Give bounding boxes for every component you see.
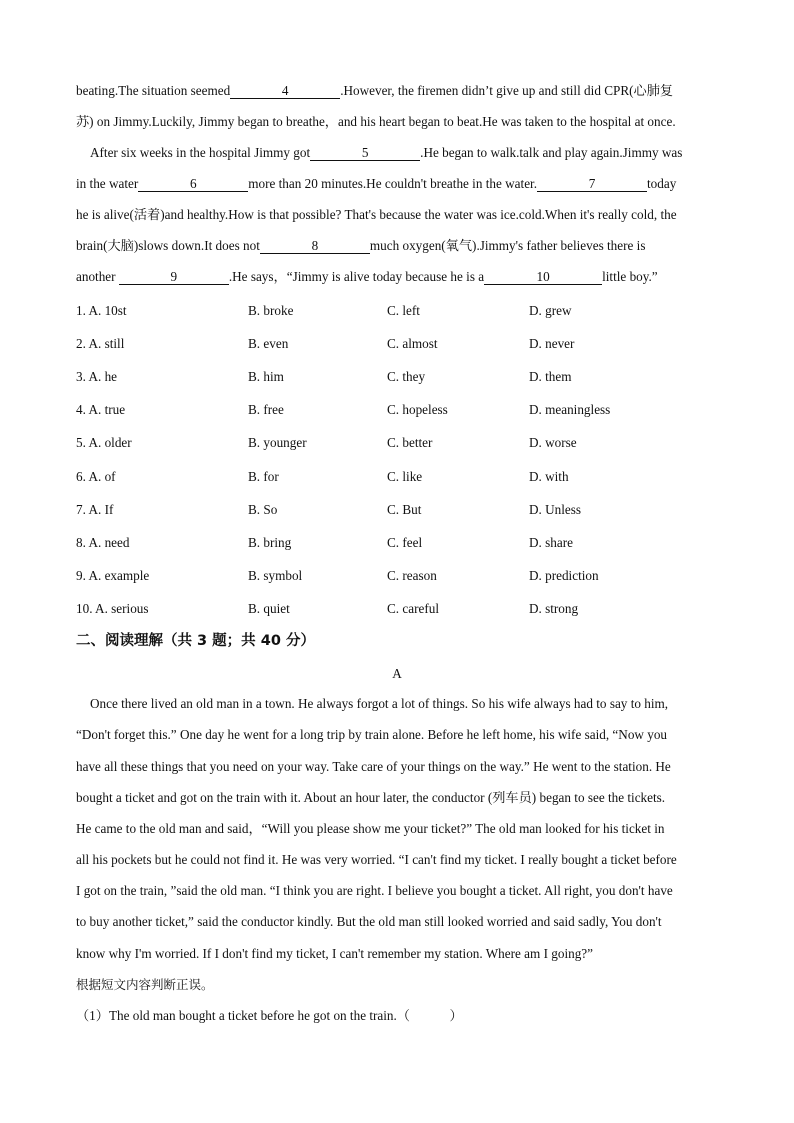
passage-line-2: “Don't forget this.” One day he went for a long trip by train alone. Before he left home, his wife said, “Now you: [76, 727, 668, 742]
passage-line-1: Once there lived an old man in a town. He always forgot a lot of things. So his wife always had to say to him,: [90, 696, 669, 711]
question-row-2: [76, 335, 726, 353]
text: more than 20 minutes.He couldn't breathe in the water.: [248, 176, 538, 191]
passage-line-7: I got on the train, ”said the old man. “I think you are right. I believe you bought a ticket. All right, you don't have: [76, 883, 673, 898]
option-d[interactable]: D. never: [529, 336, 575, 351]
option-a[interactable]: 10. A. serious: [76, 601, 149, 616]
option-c[interactable]: C. almost: [387, 336, 438, 351]
option-c[interactable]: C. careful: [387, 601, 439, 616]
option-a[interactable]: 6. A. of: [76, 469, 116, 484]
option-a[interactable]: 5. A. older: [76, 435, 132, 450]
option-c[interactable]: C. they: [387, 369, 426, 384]
option-a[interactable]: 3. A. he: [76, 369, 118, 384]
blank-7[interactable]: 7: [537, 176, 647, 192]
text: brain(大脑)slows down.It does not: [76, 238, 260, 253]
question-row-6: [76, 468, 726, 486]
text: .He says，“Jimmy is alive today because he is a: [228, 269, 485, 284]
option-d[interactable]: D. meaningless: [529, 402, 611, 417]
text: .However, the firemen didn’t give up and still did CPR(心肺复: [340, 83, 674, 98]
option-d[interactable]: D. grew: [529, 303, 572, 318]
section-title: 二、阅读理解（共 3 题；共 40 分）: [76, 633, 315, 649]
text: in the water: [76, 176, 139, 191]
passage-line-3: have all these things that you need on your way. Take care of your things on the way.” He went to the station. He: [76, 759, 671, 774]
cloze-line-4: [76, 175, 726, 193]
text: beating.The situation seemed: [76, 83, 231, 98]
text: today: [647, 176, 677, 191]
passage-label: A: [392, 666, 402, 681]
question-1: （1）The old man bought a ticket before he got on the train.（ ）: [76, 1008, 463, 1023]
cloze-line-1: [76, 82, 726, 100]
option-c[interactable]: C. left: [387, 303, 420, 318]
option-a[interactable]: 9. A. example: [76, 568, 150, 583]
question-row-8: [76, 534, 726, 552]
cloze-line-2: 苏) on Jimmy.Luckily, Jimmy began to breathe，and his heart began to beat.He was taken to the hospital at once.: [76, 114, 676, 129]
option-c[interactable]: C. better: [387, 435, 433, 450]
option-c[interactable]: C. reason: [387, 568, 437, 583]
text: .He began to walk.talk and play again.Jimmy was: [420, 145, 683, 160]
question-row-9: [76, 567, 726, 585]
option-b[interactable]: B. broke: [248, 303, 294, 318]
option-a[interactable]: 2. A. still: [76, 336, 125, 351]
option-b[interactable]: B. him: [248, 369, 284, 384]
text: little boy.”: [602, 269, 658, 284]
passage-line-4: bought a ticket and got on the train with it. About an hour later, the conductor (列车员) began to see the tickets.: [76, 790, 666, 805]
question-row-5: [76, 434, 726, 452]
cloze-line-3: [90, 144, 740, 162]
blank-8[interactable]: 8: [260, 238, 370, 254]
passage-line-6: all his pockets but he could not find it. He was very worried. “I can't find my ticket. I really bought a ticket before: [76, 852, 677, 867]
blank-6[interactable]: 6: [138, 176, 248, 192]
blank-4[interactable]: 4: [230, 83, 340, 99]
option-b[interactable]: B. free: [248, 402, 284, 417]
text: After six weeks in the hospital Jimmy got: [90, 145, 311, 160]
cloze-line-7: [76, 268, 726, 286]
question-row-3: [76, 368, 726, 386]
option-a[interactable]: 8. A. need: [76, 535, 130, 550]
passage-line-9: know why I'm worried. If I don't find my ticket, I can't remember my station. Where am I going?”: [76, 946, 594, 961]
blank-10[interactable]: 10: [484, 269, 602, 285]
passage-line-5: He came to the old man and said，“Will you please show me your ticket?” The old man looked for his ticket in: [76, 821, 665, 836]
option-c[interactable]: C. like: [387, 469, 423, 484]
option-d[interactable]: D. share: [529, 535, 573, 550]
question-row-1: [76, 302, 726, 320]
option-d[interactable]: D. strong: [529, 601, 579, 616]
option-d[interactable]: D. prediction: [529, 568, 599, 583]
option-d[interactable]: D. Unless: [529, 502, 582, 517]
cloze-line-5: he is alive(活着)and healthy.How is that possible? That's because the water was ice.cold.When it's really cold, the: [76, 207, 677, 222]
option-b[interactable]: B. even: [248, 336, 289, 351]
blank-5[interactable]: 5: [310, 145, 420, 161]
option-a[interactable]: 7. A. If: [76, 502, 114, 517]
blank-9[interactable]: 9: [119, 269, 229, 285]
option-b[interactable]: B. So: [248, 502, 278, 517]
option-d[interactable]: D. them: [529, 369, 572, 384]
option-d[interactable]: D. worse: [529, 435, 577, 450]
option-b[interactable]: B. younger: [248, 435, 307, 450]
question-row-4: [76, 401, 726, 419]
text: much oxygen(氧气).Jimmy's father believes there is: [369, 238, 646, 253]
option-c[interactable]: C. But: [387, 502, 422, 517]
option-c[interactable]: C. hopeless: [387, 402, 448, 417]
option-b[interactable]: B. symbol: [248, 568, 303, 583]
question-row-10: [76, 600, 726, 618]
question-row-7: [76, 501, 726, 519]
option-a[interactable]: 4. A. true: [76, 402, 126, 417]
passage-line-8: to buy another ticket,” said the conductor kindly. But the old man still looked worried and said sadly, You don't: [76, 914, 662, 929]
cloze-line-6: [76, 237, 726, 255]
text: another: [76, 269, 116, 284]
option-a[interactable]: 1. A. 10st: [76, 303, 127, 318]
option-d[interactable]: D. with: [529, 469, 569, 484]
option-b[interactable]: B. bring: [248, 535, 292, 550]
instruction: 根据短文内容判断正误。: [76, 977, 214, 992]
option-c[interactable]: C. feel: [387, 535, 423, 550]
option-b[interactable]: B. for: [248, 469, 279, 484]
option-b[interactable]: B. quiet: [248, 601, 290, 616]
